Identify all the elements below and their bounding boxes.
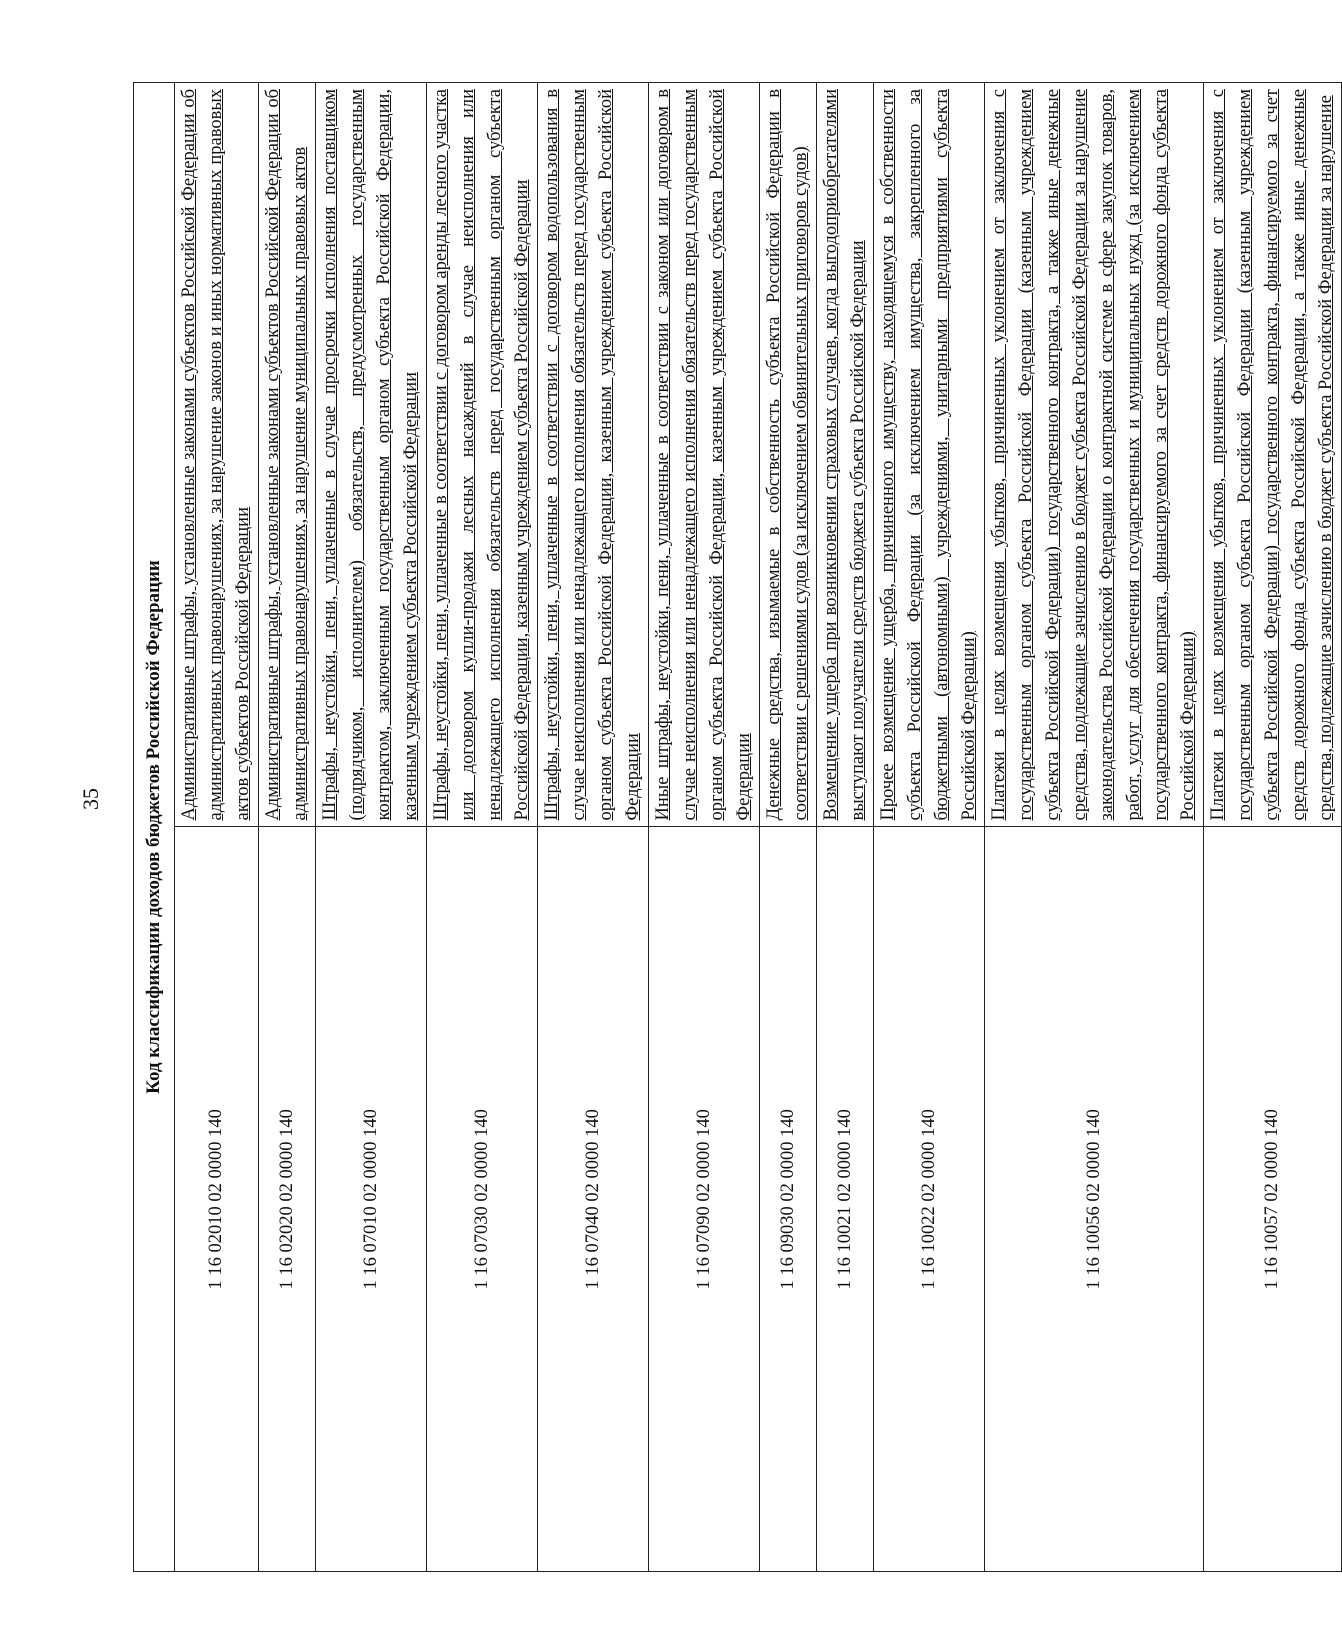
table-container xyxy=(133,82,1336,1572)
classification-description: Штрафы, неустойки, пени, уплаченные в соответствии с договором водопользования в случае неисполнения или ненадлежащего исполнения обязательств перед государственным органом субъекта Российской Федерации, казенным учреждением субъекта Российской Федерации xyxy=(538,83,649,828)
classification-description: Штрафы, неустойки, пени, уплаченные в случае просрочки исполнения поставщиком (подрядчиком, исполнителем) обязательств, предусмотренных государственным контрактом, заключенным государственным органом субъекта Российской Федерации, казенным учреждением субъекта Российской Федерации xyxy=(316,83,427,828)
classification-description: Иные штрафы, неустойки, пени, уплаченные в соответствии с законом или договором в случае неисполнения или ненадлежащего исполнения обязательств перед государственным органом субъекта Российской Федерации, казенным учреждением субъекта Российской Федерации xyxy=(649,83,760,828)
classification-code: 1 16 10021 02 0000 140 xyxy=(817,827,874,1572)
classification-code: 1 16 10022 02 0000 140 xyxy=(874,827,985,1572)
table-row xyxy=(538,83,649,1572)
page-number: 35 xyxy=(78,788,103,810)
classification-description: Административные штрафы, установленные законами субъектов Российской Федерации об административных правонарушениях, за нарушение законов и иных нормативных правовых актов субъектов Российской Федерации xyxy=(175,83,259,828)
table-row xyxy=(985,83,1204,1572)
table-header: Код классификации доходов бюджетов Российской Федерации xyxy=(134,83,175,1572)
table-row xyxy=(175,83,259,1572)
classification-code: 1 16 02010 02 0000 140 xyxy=(175,827,259,1572)
table-row xyxy=(427,83,538,1572)
classification-code: 1 16 07010 02 0000 140 xyxy=(316,827,427,1572)
classification-code: 1 16 10057 02 0000 140 xyxy=(1204,827,1342,1572)
table-row xyxy=(259,83,316,1572)
classification-code: 1 16 10056 02 0000 140 xyxy=(985,827,1204,1572)
classification-code: 1 16 07040 02 0000 140 xyxy=(538,827,649,1572)
classification-description: Денежные средства, изымаемые в собственность субъекта Российской Федерации в соответствии с решениями судов (за исключением обвинительных приговоров судов) xyxy=(760,83,817,828)
classification-description: Прочее возмещение ущерба, причиненного имуществу, находящемуся в собственности субъекта Российской Федерации (за исключением имущества, закрепленного за бюджетными (автономными) учреждениями, унитарными предприятиями субъекта Российской Федерации) xyxy=(874,83,985,828)
classification-description: Платежи в целях возмещения убытков, причиненных уклонением от заключения с государственным органом субъекта Российской Федерации (казенным учреждением субъекта Российской Федерации) государственного контракта, а также иные денежные средства, подлежащие зачислению в бюджет субъекта Российской Федерации за нарушение законодательства Российской Федерации о контрактной системе в сфере закупок товаров, работ, услуг для обеспечения государственных и муниципальных нужд (за исключением государственного контракта, финансируемого за счет средств дорожного фонда субъекта Российской Федерации) xyxy=(985,83,1204,828)
classification-description: Платежи в целях возмещения убытков, причиненных уклонением от заключения с государственным органом субъекта Российской Федерации (казенным учреждением субъекта Российской Федерации) государственного контракта, финансируемого за счет средств дорожного фонда субъекта Российской Федерации, а также иные денежные средства, подлежащие зачислению в бюджет субъекта Российской Федерации за нарушение xyxy=(1204,83,1342,828)
classification-code: 1 16 07030 02 0000 140 xyxy=(427,827,538,1572)
classification-code: 1 16 09030 02 0000 140 xyxy=(760,827,817,1572)
classification-code: 1 16 02020 02 0000 140 xyxy=(259,827,316,1572)
classification-description: Штрафы, неустойки, пени, уплаченные в соответствии с договором аренды лесного участка или договором купли-продажи лесных насаждений в случае неисполнения или ненадлежащего исполнения обязательств перед государственным органом субъекта Российской Федерации, казенным учреждением субъекта Российской Федерации xyxy=(427,83,538,828)
classification-code: 1 16 07090 02 0000 140 xyxy=(649,827,760,1572)
table-row xyxy=(760,83,817,1572)
table-row xyxy=(649,83,760,1572)
table-row xyxy=(316,83,427,1572)
budget-classification-table xyxy=(133,82,1342,1572)
table-row xyxy=(1204,83,1342,1572)
table-row xyxy=(817,83,874,1572)
classification-description: Административные штрафы, установленные законами субъектов Российской Федерации об административных правонарушениях, за нарушение муниципальных правовых актов xyxy=(259,83,316,828)
table-row xyxy=(874,83,985,1572)
classification-description: Возмещение ущерба при возникновении страховых случаев, когда выгодоприобретателями выступают получатели средств бюджета субъекта Российской Федерации xyxy=(817,83,874,828)
